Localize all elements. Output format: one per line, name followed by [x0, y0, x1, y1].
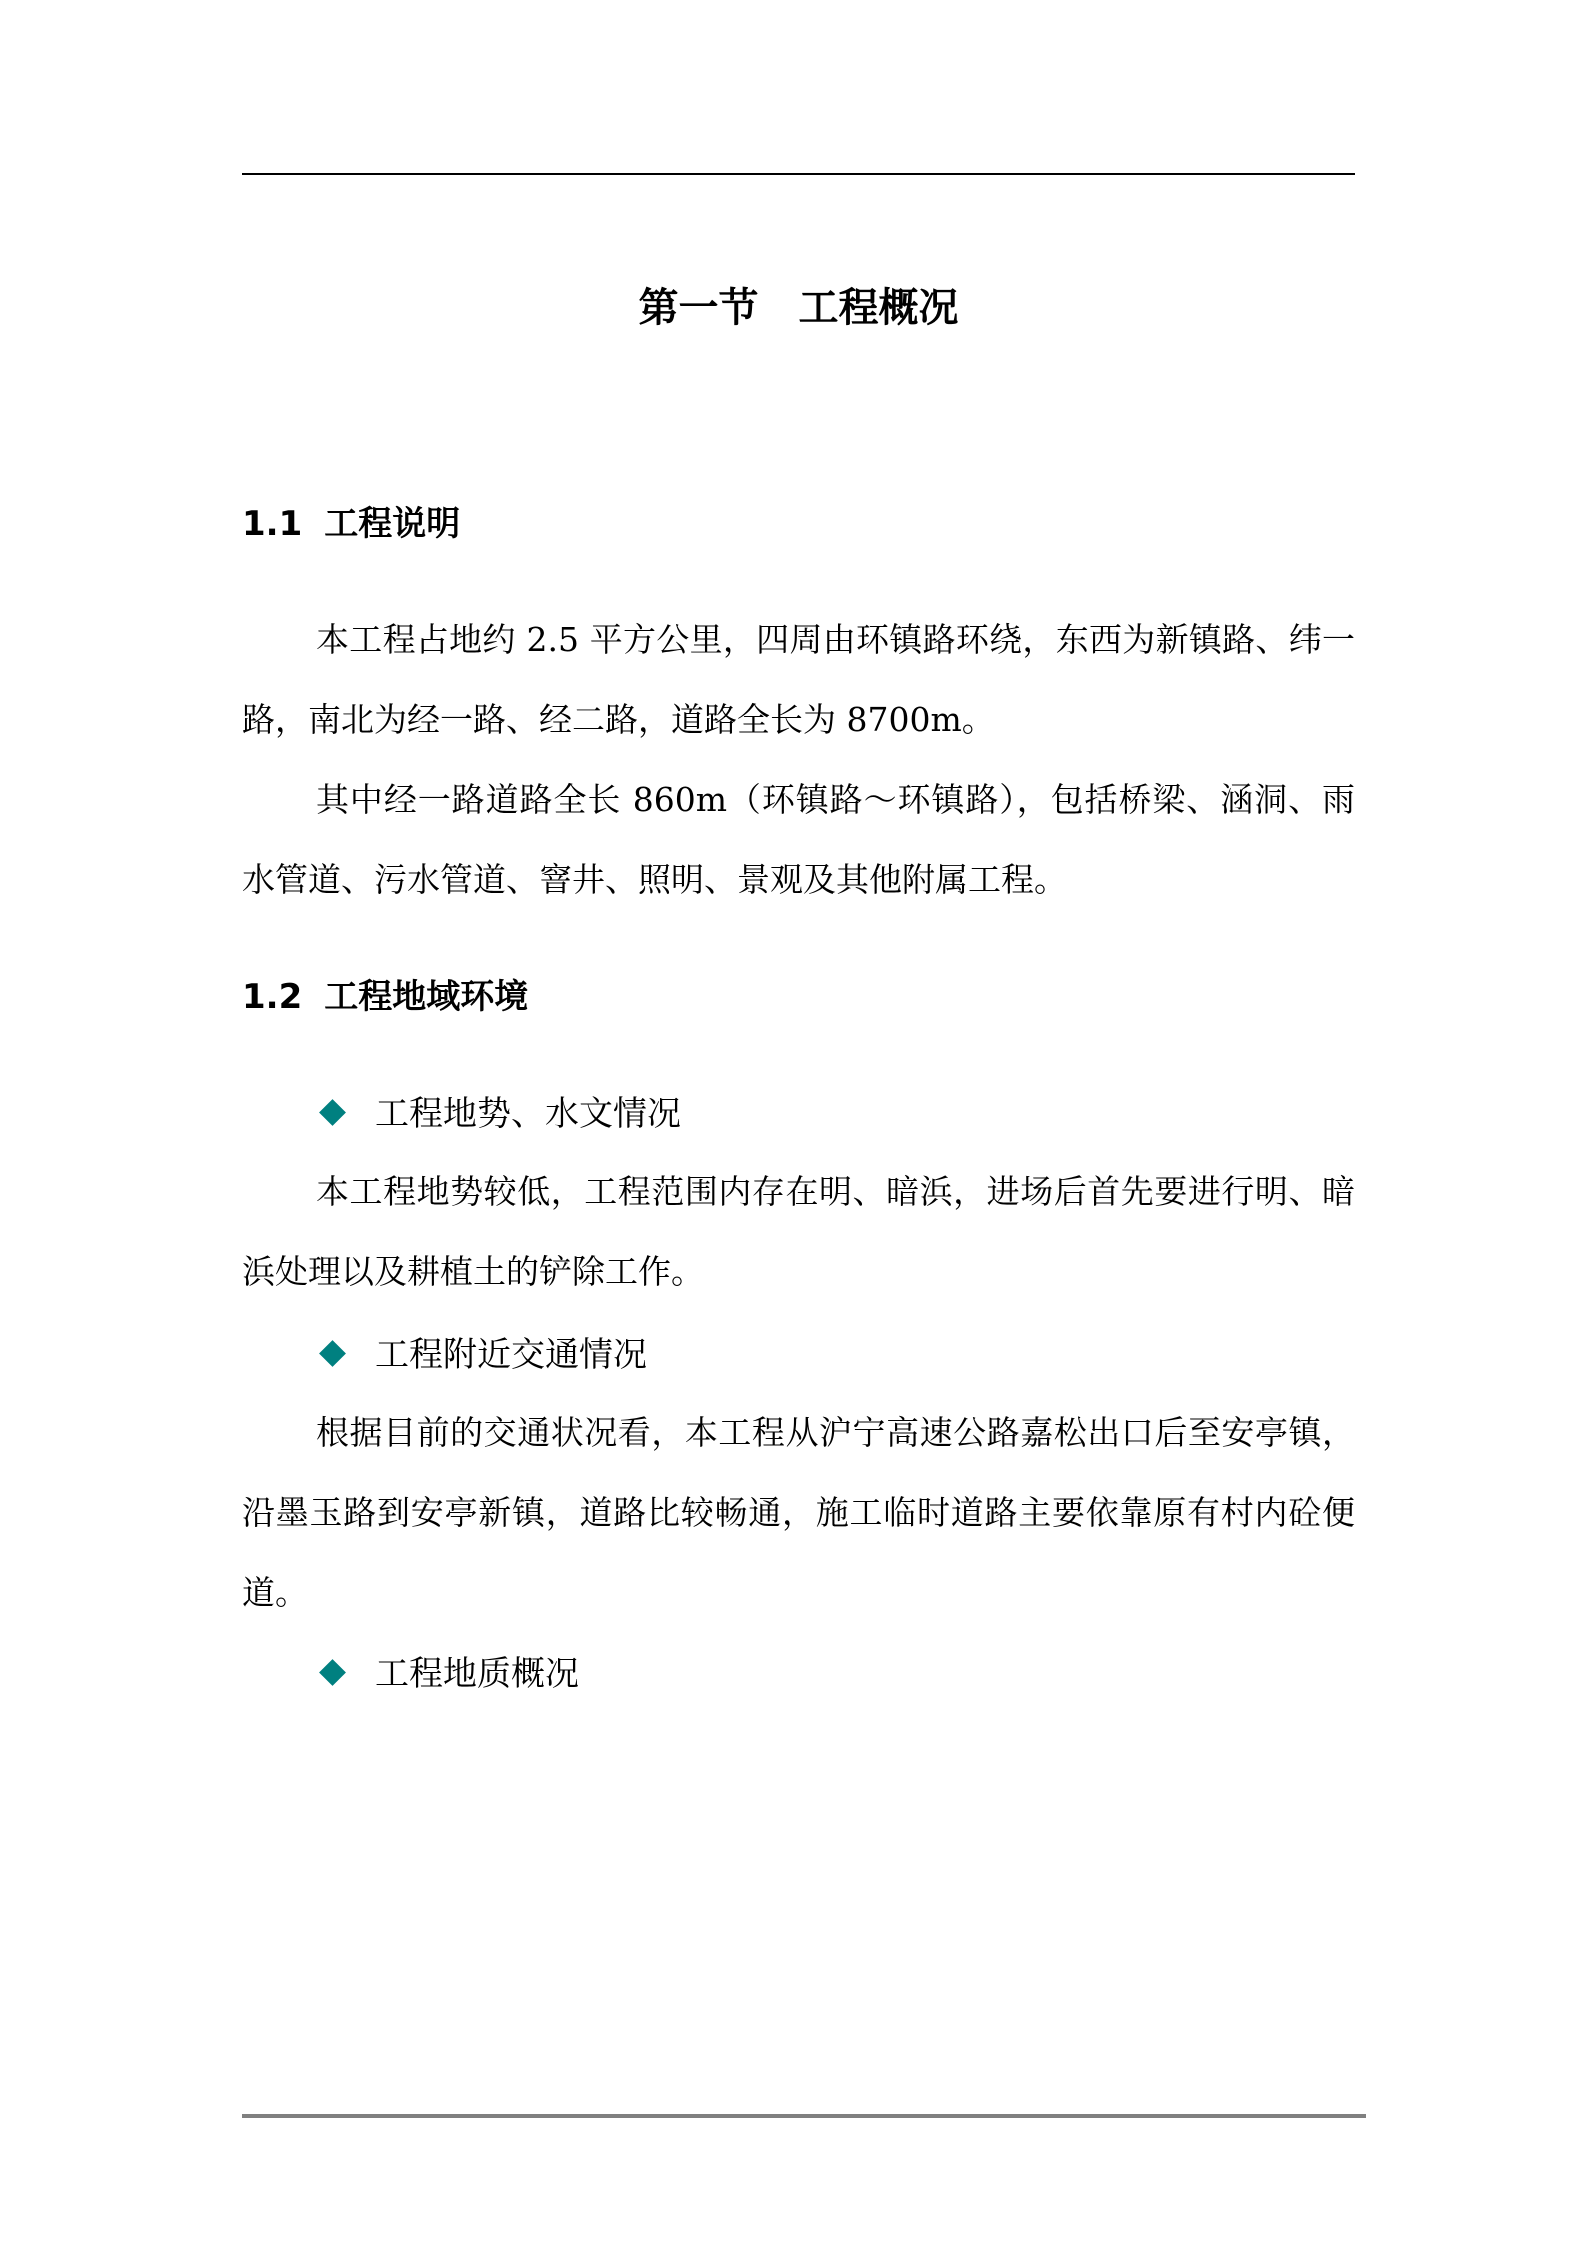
header-rule [242, 173, 1355, 175]
diamond-bullet-icon [319, 1340, 346, 1367]
section-heading-1-2 [242, 975, 528, 1019]
section-number: 1.1 [242, 504, 303, 544]
section-heading-1-1 [242, 502, 460, 546]
bullet-traffic [316, 1333, 647, 1377]
section-number: 1.2 [242, 977, 303, 1017]
paragraph-project-description: 本工程占地约 2.5 平方公里，四周由环镇路环绕，东西为新镇路、纬一路，南北为经一路、经二路，道路全长为 8700m。 [242, 620, 1355, 739]
chapter-title: 第一节 工程概况 [638, 285, 959, 331]
bullet-title: 工程附近交通情况 [375, 1335, 647, 1375]
bullet-title: 工程地质概况 [375, 1654, 579, 1694]
footer-rule [242, 2114, 1366, 2118]
diamond-bullet-icon [319, 1659, 346, 1686]
section-title: 工程地域环境 [324, 977, 529, 1017]
paragraph-jingyi-road: 其中经一路道路全长 860m（环镇路～环镇路），包括桥梁、涵洞、雨水管道、污水管道、窨井、照明、景观及其他附属工程。 [242, 780, 1355, 899]
bullet-title: 工程地势、水文情况 [375, 1094, 681, 1134]
diamond-bullet-icon [319, 1099, 346, 1126]
bullet-geology [316, 1652, 579, 1696]
section-title: 工程说明 [324, 504, 461, 544]
paragraph-traffic: 根据目前的交通状况看，本工程从沪宁高速公路嘉松出口后至安亭镇，沿墨玉路到安亭新镇，道路比较畅通，施工临时道路主要依靠原有村内砼便道。 [242, 1413, 1355, 1612]
bullet-terrain-hydrology [316, 1092, 681, 1136]
paragraph-terrain: 本工程地势较低，工程范围内存在明、暗浜，进场后首先要进行明、暗浜处理以及耕植土的铲除工作。 [242, 1172, 1355, 1291]
